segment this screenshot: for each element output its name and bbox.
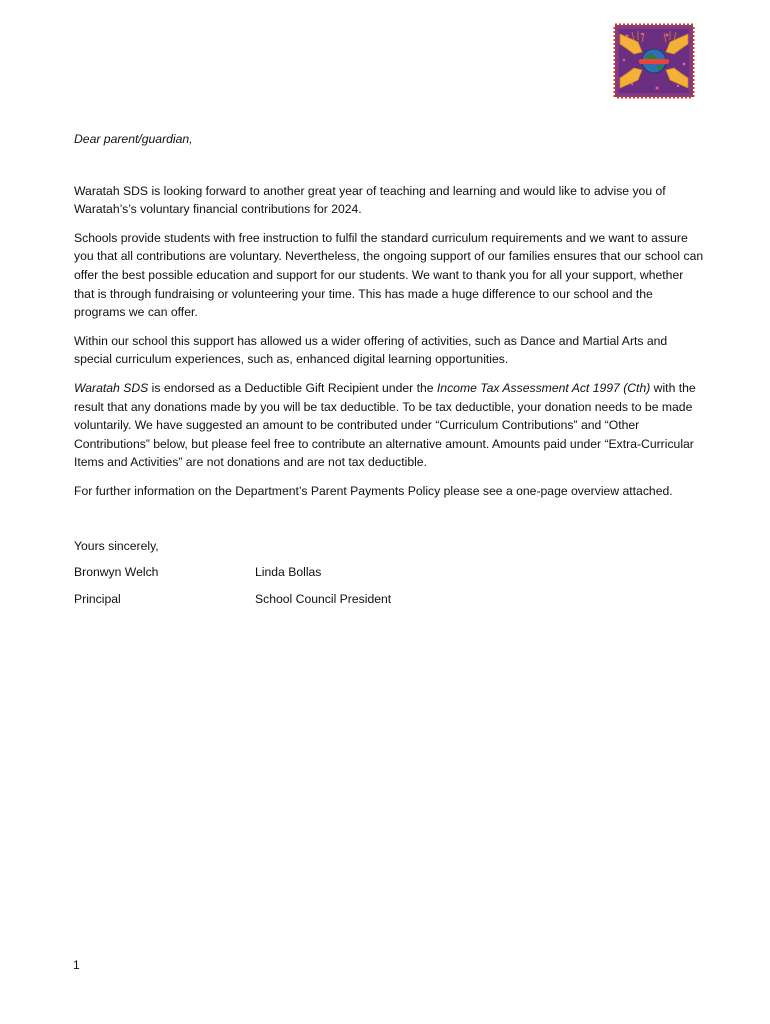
signatory-name: Linda Bollas (255, 565, 322, 580)
signatory-titles-row (74, 590, 704, 609)
tax-text-a: is endorsed as a Deductible Gift Recipient under the (148, 380, 437, 395)
school-name: Waratah SDS (74, 380, 149, 395)
paragraph-intro: Waratah SDS is looking forward to another great year of teaching and learning and would like to advise you of Waratah’s’s voluntary financial contributions for 2024. (74, 183, 666, 217)
paragraph-activities: Within our school this support has allowed us a wider offering of activities, such as Dance and Martial Arts and special curriculum experiences, such as, enhanced digital learning opportunities. (74, 333, 668, 367)
act-name: Income Tax Assessment Act 1997 (Cth) (436, 380, 651, 395)
closing: Yours sincerely, (74, 538, 159, 553)
tax-text-b: with the result that any donations made by you will be tax deductible. To be tax deductible, your donation needs to be made voluntarily. We have suggested an amount to be contributed under “Curriculum Contributions” and “Other Contributions” below, but please feel free to contribute an alternative amount. Amounts paid under “Extra-Curricular Items and Activities” are not donations and are not tax deductible. (74, 380, 696, 470)
school-logo-icon (612, 22, 696, 100)
letter-body (74, 130, 704, 608)
signatory-title: Principal (74, 591, 121, 606)
salutation: Dear parent/guardian, (74, 132, 193, 146)
page-number: 1 (73, 958, 80, 972)
paragraph-voluntary: Schools provide students with free instruction to fulfil the standard curriculum requirements and we want to assure you that all contributions are voluntary. Nevertheless, the ongoing support of our families ensures that our school can offer the best possible education and support for our students. We want to thank you for all your support, whether that is through fundraising or volunteering your time. This has made a huge difference to our school and the programs we can offer. (74, 230, 704, 320)
signatory-names-row (74, 563, 704, 582)
paragraph-further-info: For further information on the Department’s Parent Payments Policy please see a one-page overview attached. (74, 483, 673, 498)
globe-hands-icon (612, 22, 696, 100)
signatory-title: School Council President (255, 591, 392, 606)
paragraph-tax-deductible (74, 379, 704, 472)
signatory-name: Bronwyn Welch (74, 565, 159, 580)
